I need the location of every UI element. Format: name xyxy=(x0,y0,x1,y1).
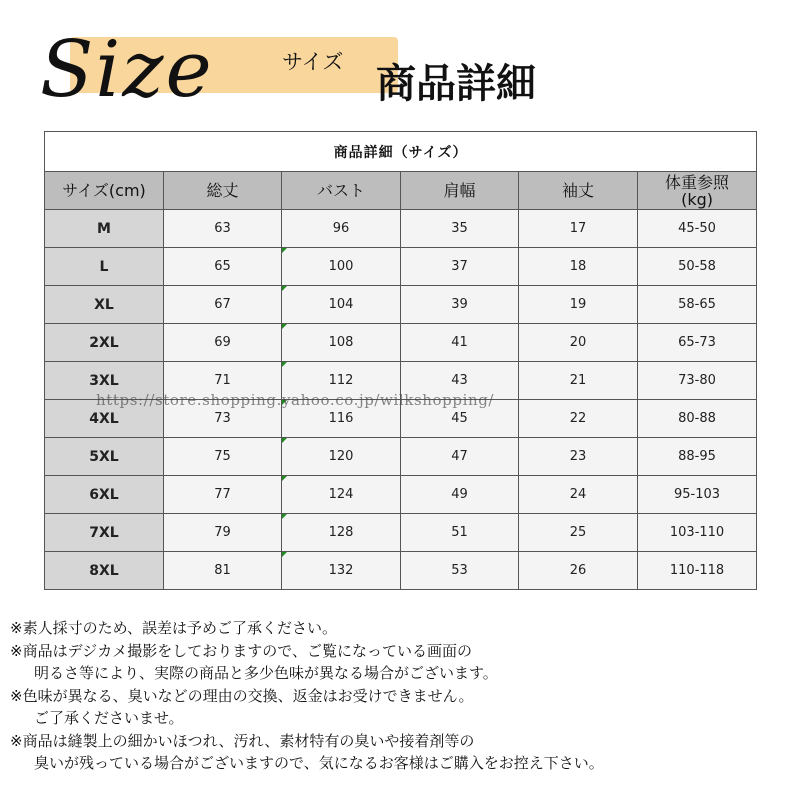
table-row xyxy=(45,552,757,590)
size-label-cell: 7XL xyxy=(45,514,164,552)
size-label-cell: 8XL xyxy=(45,552,164,590)
table-header-row xyxy=(45,172,757,210)
product-details-title: 商品詳細 xyxy=(376,60,536,107)
table-cell: 73-80 xyxy=(638,362,757,400)
column-header: サイズ(cm) xyxy=(45,172,164,210)
table-cell: 24 xyxy=(519,476,638,514)
notes-section xyxy=(10,617,790,775)
table-cell: 23 xyxy=(519,438,638,476)
table-row xyxy=(45,210,757,248)
table-row xyxy=(45,362,757,400)
table-cell: 43 xyxy=(401,362,519,400)
table-row xyxy=(45,324,757,362)
note-line: ※素人採寸のため、誤差は予めご了承ください。 xyxy=(10,619,337,637)
table-cell: 22 xyxy=(519,400,638,438)
note-line: 明るさ等により、実際の商品と多少色味が異なる場合がございます。 xyxy=(34,664,498,682)
table-row xyxy=(45,514,757,552)
table-cell: 17 xyxy=(519,210,638,248)
table-row xyxy=(45,438,757,476)
note-line: ※商品は縫製上の細かいほつれ、汚れ、素材特有の臭いや接着剤等の xyxy=(10,731,475,750)
table-cell: 45-50 xyxy=(638,210,757,248)
table-cell: 73 xyxy=(164,400,282,438)
table-cell: 63 xyxy=(164,210,282,248)
table-caption: 商品詳細（サイズ） xyxy=(45,132,757,172)
note-line: ※色味が異なる、臭いなどの理由の交換、返金はお受けできません。 xyxy=(10,686,474,705)
size-header xyxy=(0,0,800,125)
size-label-cell: 5XL xyxy=(45,438,164,476)
table-row xyxy=(45,476,757,514)
table-cell: 20 xyxy=(519,324,638,362)
table-cell: 21 xyxy=(519,362,638,400)
table-cell: 47 xyxy=(401,438,519,476)
table-cell: 128 xyxy=(282,514,401,552)
table-cell: 104 xyxy=(282,286,401,324)
size-label-cell: 3XL xyxy=(45,362,164,400)
column-header: バスト xyxy=(282,172,401,210)
table-row xyxy=(45,400,757,438)
table-cell: 41 xyxy=(401,324,519,362)
table-cell: 110-118 xyxy=(638,552,757,590)
table-cell: 103-110 xyxy=(638,514,757,552)
size-table xyxy=(44,131,757,590)
size-label-cell: 2XL xyxy=(45,324,164,362)
table-cell: 112 xyxy=(282,362,401,400)
size-chart xyxy=(44,131,756,590)
table-cell: 65 xyxy=(164,248,282,286)
table-cell: 69 xyxy=(164,324,282,362)
table-cell: 132 xyxy=(282,552,401,590)
table-cell: 71 xyxy=(164,362,282,400)
note-line: 臭いが残っている場合がございますので、気になるお客様はご購入をお控え下さい。 xyxy=(34,754,604,772)
table-cell: 67 xyxy=(164,286,282,324)
store-url-watermark: https://store.shopping.yahoo.co.jp/wilkshopping/ xyxy=(96,391,495,409)
table-cell: 49 xyxy=(401,476,519,514)
table-cell: 26 xyxy=(519,552,638,590)
size-label-cell: XL xyxy=(45,286,164,324)
table-caption-row xyxy=(45,132,757,172)
table-cell: 124 xyxy=(282,476,401,514)
table-cell: 81 xyxy=(164,552,282,590)
table-cell: 19 xyxy=(519,286,638,324)
table-cell: 35 xyxy=(401,210,519,248)
table-cell: 116 xyxy=(282,400,401,438)
column-header: 肩幅 xyxy=(401,172,519,210)
note-line: ご了承くださいませ。 xyxy=(34,709,184,727)
table-cell: 75 xyxy=(164,438,282,476)
column-header: 体重参照 (kg) xyxy=(638,172,757,210)
table-cell: 120 xyxy=(282,438,401,476)
size-kana-label: サイズ xyxy=(282,50,344,74)
table-cell: 80-88 xyxy=(638,400,757,438)
size-script-title: Size xyxy=(40,25,214,115)
table-cell: 37 xyxy=(401,248,519,286)
size-label-cell: 6XL xyxy=(45,476,164,514)
note-line: ※商品はデジカメ撮影をしておりますので、ご覧になっている画面の xyxy=(10,641,472,660)
table-cell: 39 xyxy=(401,286,519,324)
column-header: 総丈 xyxy=(164,172,282,210)
table-cell: 53 xyxy=(401,552,519,590)
table-cell: 108 xyxy=(282,324,401,362)
column-header: 袖丈 xyxy=(519,172,638,210)
table-cell: 96 xyxy=(282,210,401,248)
table-cell: 58-65 xyxy=(638,286,757,324)
table-cell: 45 xyxy=(401,400,519,438)
table-cell: 100 xyxy=(282,248,401,286)
table-cell: 51 xyxy=(401,514,519,552)
table-cell: 65-73 xyxy=(638,324,757,362)
table-cell: 77 xyxy=(164,476,282,514)
table-cell: 95-103 xyxy=(638,476,757,514)
table-cell: 25 xyxy=(519,514,638,552)
table-cell: 50-58 xyxy=(638,248,757,286)
size-label-cell: M xyxy=(45,210,164,248)
table-cell: 88-95 xyxy=(638,438,757,476)
table-row xyxy=(45,248,757,286)
size-label-cell: L xyxy=(45,248,164,286)
table-row xyxy=(45,286,757,324)
table-cell: 18 xyxy=(519,248,638,286)
table-cell: 79 xyxy=(164,514,282,552)
size-label-cell: 4XL xyxy=(45,400,164,438)
